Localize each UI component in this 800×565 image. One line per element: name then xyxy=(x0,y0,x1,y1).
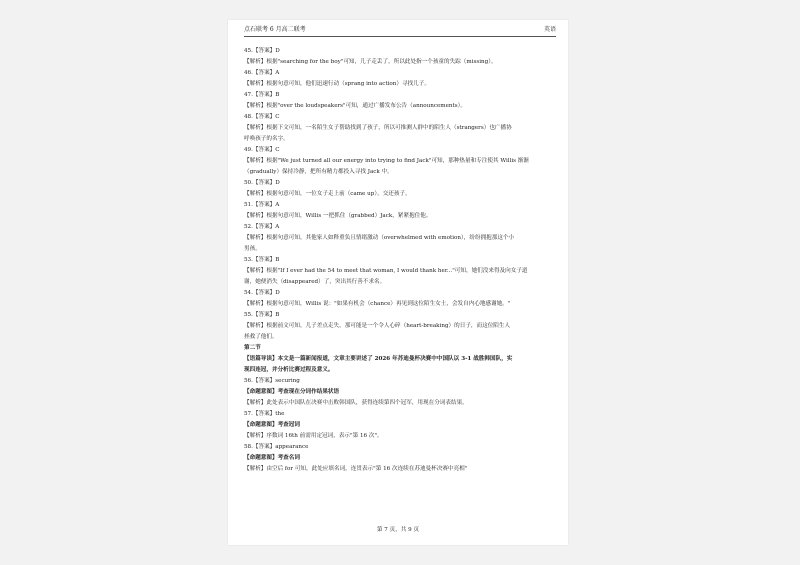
text-line: 48.【答案】C xyxy=(244,114,280,120)
text-line: 54.【答案】D xyxy=(244,290,280,296)
answer-key-body xyxy=(244,46,556,475)
text-line: 【解析】根据句意可知，Willis 说："如果有机会（chance）再见到这位陌生女士，会发自内心地感谢她。" xyxy=(244,301,511,307)
text-line: 【解析】根据句意可知，其他家人如释重负且情绪激动（overwhelmed with emotion），纷纷拥抱那这个小 xyxy=(244,235,515,241)
text-line: 【解析】根据句意可知，Willis 一把抓住（grabbed）Jack，紧紧抱住他。 xyxy=(244,213,432,219)
text-line: 谢，她便消失（disappeared）了，突出其行善不求名。 xyxy=(244,279,386,285)
header-exam-title: 点石联考 6 月高二联考 xyxy=(244,26,306,33)
text-line: 【解析】根据"searching for the boy"可知，儿子走丢了，所以此处指一个孩童的失踪（missing）。 xyxy=(244,59,497,65)
text-line: 【解析】根据前文可知，儿子差点走失，那可能是一个令人心碎（heart-breaking）的日子，而这位陌生人 xyxy=(244,323,511,329)
text-line: 56.【答案】securing xyxy=(244,378,300,384)
text-line: 55.【答案】B xyxy=(244,312,280,318)
text-line: （gradually）保持冷静，把所有精力都投入寻找 Jack 中。 xyxy=(244,169,393,175)
text-line: 男孩。 xyxy=(244,246,261,252)
text-line: 第二节 xyxy=(244,345,261,351)
text-line: 【解析】根据"We just turned all our energy into trying to find Jack"可知，那种热量和专注使其 Willis 渐渐 xyxy=(244,158,529,164)
header-subject: 英语 xyxy=(543,26,556,33)
text-line: 呼唤孩子的名字。 xyxy=(244,136,289,142)
text-line: 【解析】此处表示中国队在决赛中击败韩国队，获得连续第四个冠军，用现在分词表结果。 xyxy=(244,400,468,406)
text-line: 53.【答案】B xyxy=(244,257,280,263)
text-line: 49.【答案】C xyxy=(244,147,280,153)
text-line: 【解析】序数词 16th 前需用定冠词，表示"第 16 次"。 xyxy=(244,433,383,439)
page-header xyxy=(244,26,556,37)
text-line: 51.【答案】A xyxy=(244,202,280,208)
page-number: 第 7 页，共 9 页 xyxy=(376,527,420,533)
text-line: 【解析】根据"over the loudspeakers"可知，通过广播发布公告（announcements）。 xyxy=(244,103,467,109)
text-line: 【解析】根据句意可知，他们迅速行动（sprang into action）寻找儿子。 xyxy=(244,81,430,87)
text-line: 45.【答案】D xyxy=(244,48,280,54)
text-line: 拯救了他们。 xyxy=(244,334,278,340)
text-line: 现四连冠，并分析比赛过程及意义。 xyxy=(244,367,334,373)
text-line: 【解析】由空后 for 可知，此处应填名词，连贯表示"第 16 次连续在苏迪曼杯决赛中亮相" xyxy=(244,466,468,472)
text-line: 【解析】根据下文可知，一名陌生女子帮助找到了孩子，所以可推测人群中的陌生人（strangers）也广播协 xyxy=(244,125,512,131)
text-line: 50.【答案】D xyxy=(244,180,280,186)
document-page xyxy=(228,20,568,545)
text-line: 【命题意图】考查名词 xyxy=(244,455,300,461)
text-line: 【命题意图】考查现在分词作结果状语 xyxy=(244,389,340,395)
text-line: 【命题意图】考查冠词 xyxy=(244,422,300,428)
text-line: 46.【答案】A xyxy=(244,70,280,76)
text-line: 【解析】根据"If I ever had the 54 to meet that woman, I would thank her..."可知，她们没来得及向女子道 xyxy=(244,268,528,274)
text-line: 47.【答案】B xyxy=(244,92,280,98)
text-line: 58.【答案】appearance xyxy=(244,444,309,450)
text-line: 【解析】根据句意可知，一位女子走上前（came up），交还孩子。 xyxy=(244,191,411,197)
text-line: 52.【答案】A xyxy=(244,224,280,230)
text-line: 【语篇导读】本文是一篇新闻报道，文章主要讲述了 2026 年苏迪曼杯决赛中中国队以 3-1 战胜韩国队，实 xyxy=(244,356,513,362)
text-line: 57.【答案】the xyxy=(244,411,285,417)
